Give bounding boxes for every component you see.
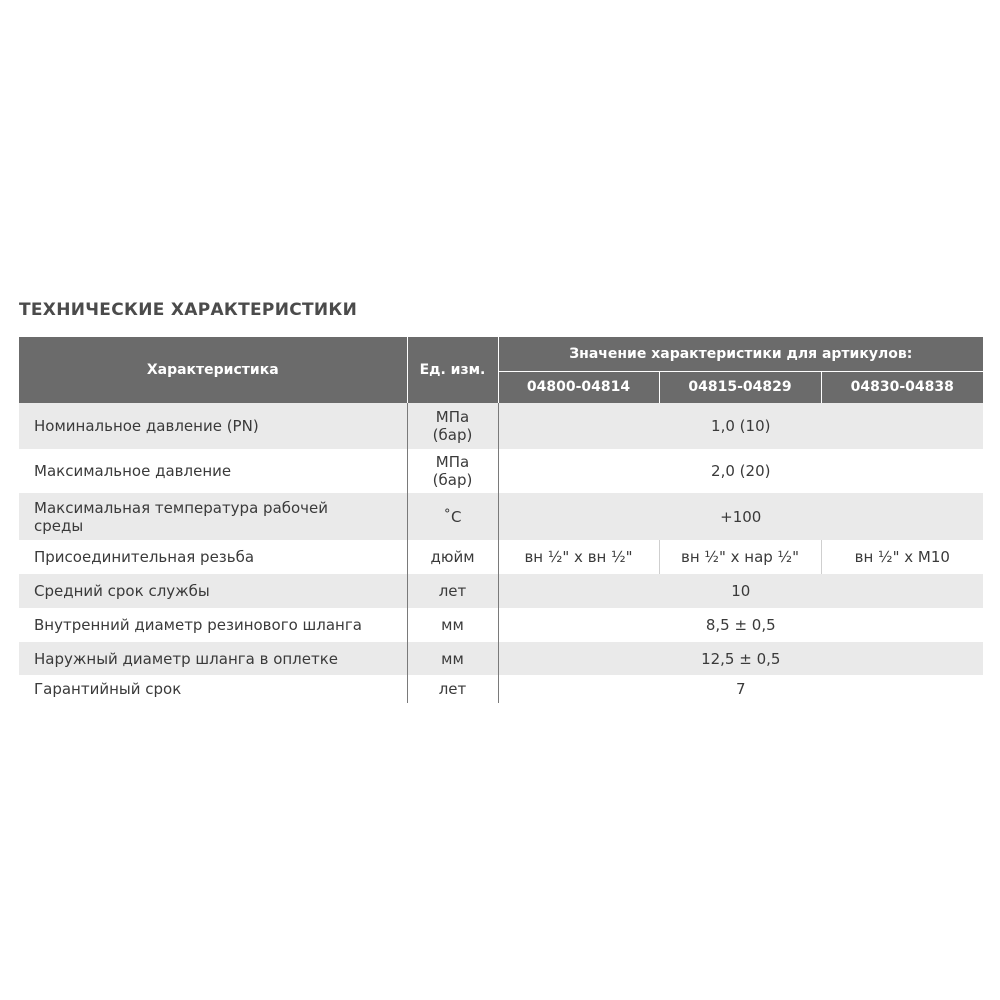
table-row	[19, 608, 983, 642]
row-unit-text: МПа (бар)	[432, 408, 473, 444]
table-row	[19, 540, 983, 574]
header-values-group: Значение характеристики для артикулов:	[498, 337, 983, 371]
row-value: 10	[498, 574, 983, 608]
table-row	[19, 642, 983, 675]
table-row	[19, 449, 983, 493]
row-name: Максимальное давление	[34, 462, 232, 480]
row-name: Наружный диаметр шланга в оплетке	[19, 642, 407, 675]
row-unit: лет	[407, 675, 498, 703]
row-unit: мм	[407, 642, 498, 675]
table-row	[19, 403, 983, 449]
row-value: 1,0 (10)	[498, 403, 983, 449]
header-article-2: 04815-04829	[659, 371, 821, 403]
row-unit	[407, 449, 498, 493]
row-name: Внутренний диаметр резинового шланга	[34, 616, 362, 634]
section-title: ТЕХНИЧЕСКИЕ ХАРАКТЕРИСТИКИ	[19, 300, 358, 320]
row-unit: лет	[407, 574, 498, 608]
row-value: 7	[735, 680, 746, 698]
row-value: 2,0 (20)	[711, 462, 771, 480]
row-name-text: Максимальная температура рабочей среды	[34, 498, 329, 535]
row-name: Номинальное давление (PN)	[19, 403, 407, 449]
row-value: 12,5 ± 0,5	[498, 642, 983, 675]
header-characteristic: Характеристика	[19, 337, 407, 403]
row-value: 8,5 ± 0,5	[705, 616, 776, 634]
row-unit	[407, 403, 498, 449]
row-unit: мм	[407, 608, 498, 642]
row-name: Средний срок службы	[19, 574, 407, 608]
header-article-1: 04800-04814	[498, 371, 659, 403]
row-name: Гарантийный срок	[34, 680, 182, 698]
row-value-article-1: вн ½" х вн ½"	[498, 540, 659, 574]
spec-table	[19, 337, 983, 703]
row-value: +100	[498, 493, 983, 540]
header-unit: Ед. изм.	[407, 337, 498, 403]
row-unit-text: МПа (бар)	[432, 453, 473, 489]
header-article-3: 04830-04838	[821, 371, 983, 403]
table-row	[19, 574, 983, 608]
row-name: Присоединительная резьба	[34, 548, 255, 566]
row-unit: ˚С	[407, 493, 498, 540]
row-value-article-2: вн ½" х нар ½"	[659, 540, 821, 574]
table-row	[19, 493, 983, 540]
row-value-article-3: вн ½" х М10	[854, 548, 950, 566]
row-unit: дюйм	[407, 540, 498, 574]
row-name	[19, 493, 407, 540]
table-row	[19, 675, 983, 703]
